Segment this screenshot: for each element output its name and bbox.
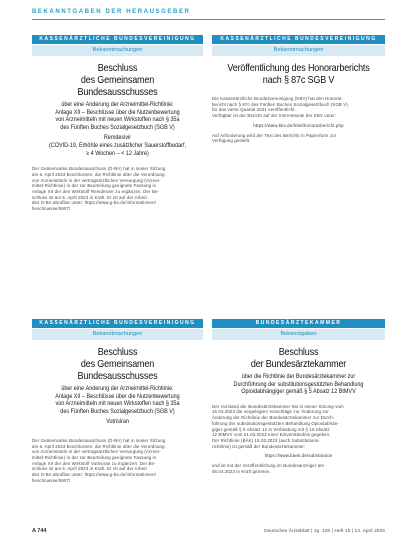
- section-bottom-left: [32, 319, 203, 484]
- article-body: Die Kassenärztliche Bundesvereinigung (KBV) hat den Honorar- bericht nach § 87c des Fünften Buches Sozialgesetzbuch (SGB V) für das vierte Quartal 2021 veröffentlicht. Verfügbar ist der Bericht auf der Internetseite der KBV unter:: [212, 96, 348, 119]
- section-subbar: Bekanntgaben: [212, 329, 385, 340]
- article-heading: Beschluss des Gemeinsamen Bundesausschusses: [77, 62, 158, 98]
- page-header-title: BEKANNTGABEN DER HERAUSGEBER: [32, 9, 191, 15]
- article-subheading: über eine Änderung der Arzneimittel-Richtlinie: Anlage XII – Beschlüsse über die Nutzenbewertung von Arzneimitteln mit neuen Wirkstoffen nach § 35a des Fünften Buches Sozialgesetzbuch (SGB V): [55, 101, 180, 131]
- article-footnote: und ist mit der Veröffentlichung im Bundesanzeiger am 06.04.2023 in Kraft getreten.: [212, 463, 325, 474]
- article-subheading: über die Richtlinie der Bundesärztekammer zur Durchführung der substitutionsgestützten Behandlung Opioidabhängiger gemäß § 5 Absatz 12 BtMVV: [233, 373, 364, 396]
- section-bar: KASSENÄRZTLICHE BUNDESVEREINIGUNG: [212, 35, 385, 44]
- page-header: [0, 0, 407, 26]
- section-top-right: [212, 35, 385, 144]
- journal-citation: Deutsches Ärzteblatt | Jg. 120 | Heft 15 | 14. April 2023: [264, 528, 385, 533]
- section-bottom-right: [212, 319, 385, 475]
- article-subheading: über eine Änderung der Arzneimittel-Richtlinie: Anlage XII – Beschlüsse über die Nutzenbewertung von Arzneimitteln mit neuen Wirkstoffen nach § 35a des Fünften Buches Sozialgesetzbuch (SGB V): [55, 385, 180, 415]
- article-heading: Beschluss der Bundesärztekammer: [250, 346, 347, 370]
- page-number: A 744: [32, 528, 47, 534]
- section-bar: BUNDESÄRZTEKAMMER: [212, 319, 385, 328]
- article-body: Der Gemeinsame Bundesausschuss (G-BA) hat in seiner Sitzung am 6. April 2023 beschlossen, die Richtlinie über die Verordnung von Arzneimitteln in der vertragsärztlichen Versorgung (Arznei- mittel-Richtlinie) in der zur Beurteilung geeignete Fassung in Anlage XII der den Wirkstoff Vutrisiran zu ergänzen. Der Be- schluss ist am 6. April 2023 in Kraft. Er ist auf der Arbeit des G-BA abrufbar unter: https://www.g-ba.de/informationen/ beschluesse/5907/: [32, 437, 166, 483]
- section-subbar: Bekanntmachungen: [212, 45, 385, 56]
- article-footnote: Auf Anforderung wird der Text des Berichts in Papierform zur Verfügung gestellt.: [212, 132, 337, 144]
- section-subbar: Bekanntmachungen: [32, 45, 203, 56]
- section-bar: KASSENÄRZTLICHE BUNDESVEREINIGUNG: [32, 319, 203, 328]
- header-rule: [32, 19, 385, 20]
- section-top-left: [32, 35, 203, 212]
- section-subbar: Bekanntmachungen: [32, 329, 203, 340]
- section-bar: KASSENÄRZTLICHE BUNDESVEREINIGUNG: [32, 35, 203, 44]
- article-heading: Beschluss des Gemeinsamen Bundesausschusses: [77, 346, 158, 382]
- drug-name: Vutrisiran: [106, 418, 129, 426]
- report-link[interactable]: https://www.kbv.de/html/honorarbericht.php: [253, 122, 344, 128]
- article-body: Der Vorstand der Bundesärztekammer hat in seiner Sitzung vom 16.03.2023 die vorgelegten Vorschläge zur Änderung zur Änderung der Richtlinie der Bundesärztekammer zur Durch- führung der substitutionsgestützten Behandlung Opioidabhän- giger gemäß § 5 Absatz 12 in Verbindung mit § 10 Absatz 12 BtMVV vom 21.03.2023 einer Einverständnis gegeben. Der Richtlinie (BÄK) 16.03.2023 (auch Substitutions- richtlinie) ist gemäß der Bundesärztekammer:: [212, 403, 344, 449]
- substitution-link[interactable]: https://www.baek.de/substitution: [264, 453, 333, 459]
- article-heading: Veröffentlichung des Honorarberichts nach § 87c SGB V: [227, 62, 370, 86]
- drug-name: Remdesivir (COVID-19, Erhöhte eines zusätzlicher Sauerstoffbedarf, ≥ 4 Wochen – < 12 Jahre): [48, 134, 187, 157]
- article-body: Der Gemeinsame Bundesausschuss (G-BA) hat in seiner Sitzung am 6. April 2023 beschlossen, die Richtlinie über die Verordnung von Arzneimitteln in der vertragsärztlichen Versorgung (Arznei- mittel-Richtlinie) in der zur Beurteilung geeignete Fassung in Anlage XII der den Wirkstoff Remdesivir zu ergänzen. Der Be- schluss ist am 6. April 2023 in Kraft. Er ist auf der Arbeit des G-BA abrufbar unter: https://www.g-ba.de/informationen/ beschluesse/5907/: [32, 166, 166, 212]
